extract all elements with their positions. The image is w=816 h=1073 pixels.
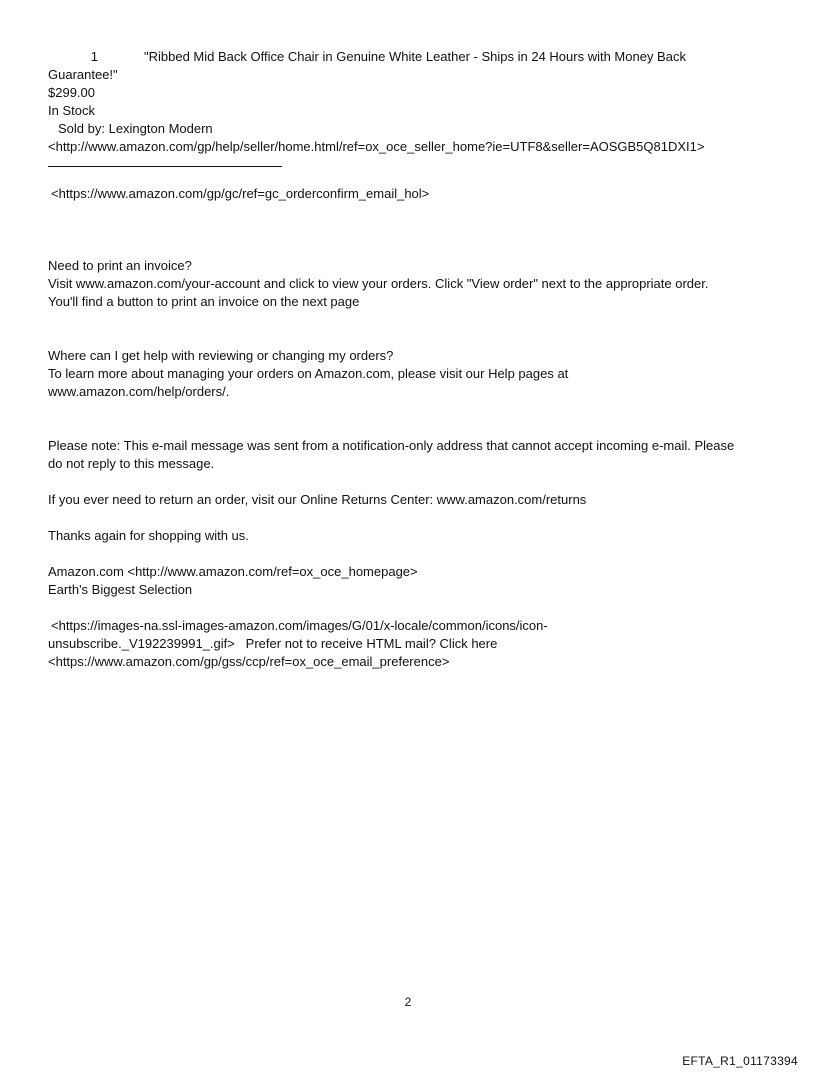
page-number: 2 (404, 995, 412, 1009)
bates-number: EFTA_R1_01173394 (682, 1054, 798, 1068)
spacer (48, 599, 768, 617)
invoice-text-line1: Visit www.amazon.com/your-account and click to view your orders. Click "View order" next to the appropriate order. (48, 276, 709, 291)
email-preference-link[interactable]: <https://www.amazon.com/gp/gss/ccp/ref=ox_oce_email_preference> (48, 654, 450, 669)
email-body (48, 48, 768, 671)
help-text-line1: To learn more about managing your orders on Amazon.com, please visit our Help pages at (48, 366, 569, 381)
divider-rule (48, 156, 282, 167)
notice-line2: do not reply to this message. (48, 456, 215, 471)
item-price: $299.00 (48, 85, 95, 100)
returns-text: If you ever need to return an order, visit our Online Returns Center: www.amazon.com/returns (48, 492, 587, 507)
unsubscribe-line2: unsubscribe._V192239991_.gif> Prefer not to receive HTML mail? Click here (48, 636, 498, 651)
item-seller: Sold by: Lexington Modern (58, 121, 213, 136)
invoice-text-line2: You'll find a button to print an invoice on the next page (48, 294, 360, 309)
spacer (48, 311, 768, 347)
item-title-line2: Guarantee!" (48, 67, 118, 82)
help-heading: Where can I get help with reviewing or changing my orders? (48, 348, 394, 363)
seller-link[interactable]: <http://www.amazon.com/gp/help/seller/home.html/ref=ox_oce_seller_home?ie=UTF8&seller=AOSGB5Q81DXI1> (48, 139, 705, 154)
spacer (48, 473, 768, 491)
invoice-heading: Need to print an invoice? (48, 258, 192, 273)
item-quantity: 1 (90, 49, 98, 64)
spacer (48, 401, 768, 437)
spacer (48, 203, 768, 257)
gift-card-link[interactable]: <https://www.amazon.com/gp/gc/ref=gc_orderconfirm_email_hol> (51, 186, 430, 201)
notice-line1: Please note: This e-mail message was sent from a notification-only address that cannot accept incoming e-mail. Please (48, 438, 735, 453)
item-stock-status: In Stock (48, 103, 95, 118)
tagline: Earth's Biggest Selection (48, 582, 193, 597)
amazon-home-link[interactable]: Amazon.com <http://www.amazon.com/ref=ox_oce_homepage> (48, 564, 418, 579)
unsubscribe-line1: <https://images-na.ssl-images-amazon.com/images/G/01/x-locale/common/icons/icon- (51, 618, 548, 633)
order-item-row (48, 48, 768, 66)
thanks-text: Thanks again for shopping with us. (48, 528, 249, 543)
spacer (48, 545, 768, 563)
help-text-line2: www.amazon.com/help/orders/. (48, 384, 230, 399)
spacer (48, 509, 768, 527)
item-title-line1: "Ribbed Mid Back Office Chair in Genuine White Leather - Ships in 24 Hours with Money Back (144, 49, 686, 64)
